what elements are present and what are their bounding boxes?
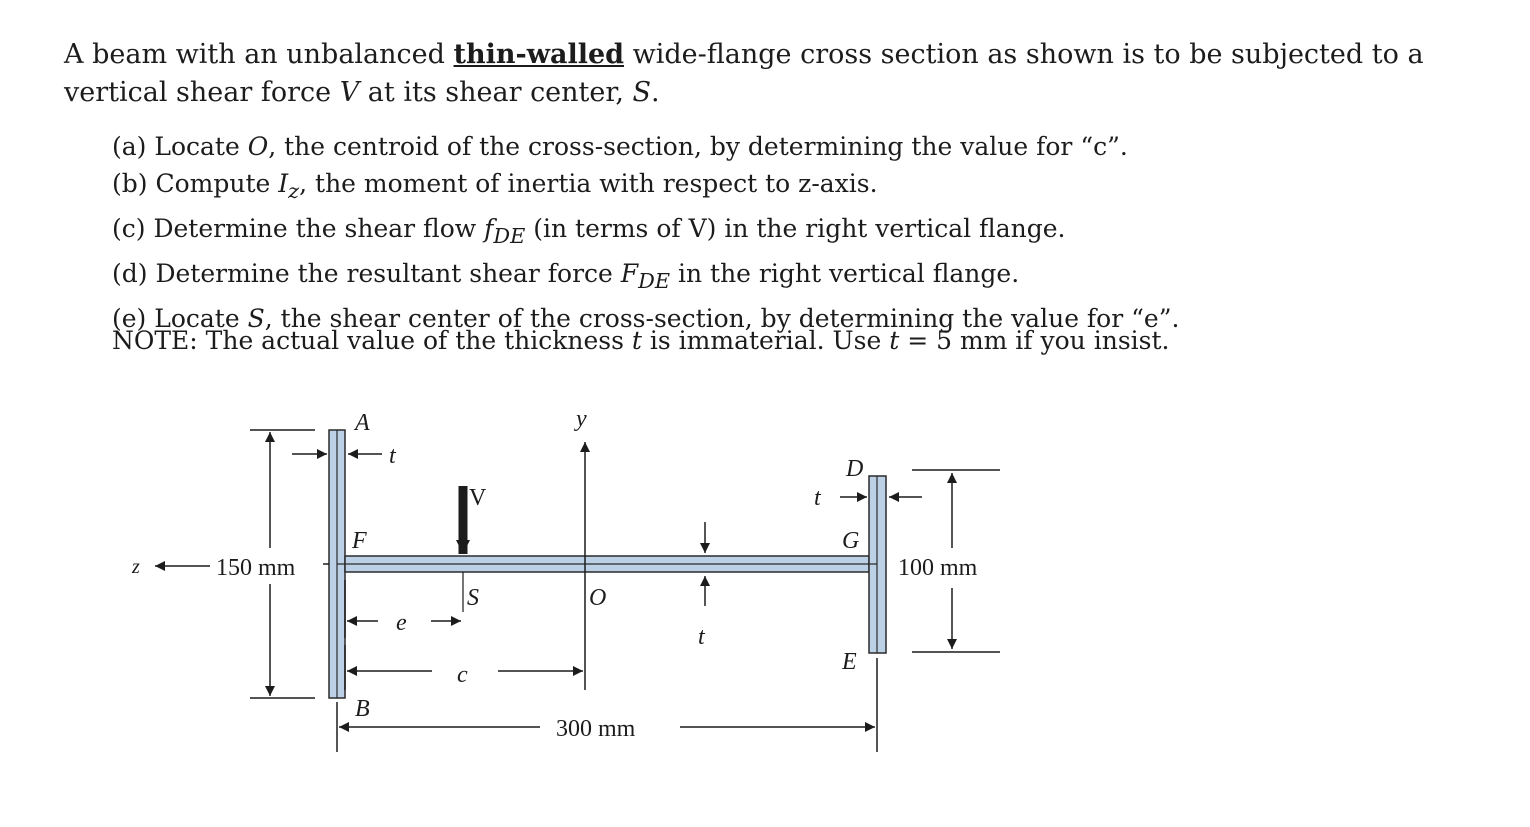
label-F: F (352, 528, 367, 554)
label-S: S (467, 585, 479, 611)
question-d-subscript: DE (638, 269, 671, 293)
question-a-text: , the centroid of the cross-section, by determining the value for “c”. (268, 132, 1128, 161)
question-b-prefix: (b) Compute (112, 169, 279, 198)
question-c-prefix: (c) Determine the shear flow (112, 214, 485, 243)
centerlines (337, 430, 877, 698)
note-middle: is immaterial. Use (641, 326, 890, 355)
note-prefix: NOTE: The actual value of the thickness (112, 326, 632, 355)
label-z: z (132, 556, 140, 578)
question-b-symbol: I (278, 169, 289, 198)
question-b-text: , the moment of inertia with respect to z-axis. (299, 169, 878, 198)
intro-text-1: A beam with an unbalanced (64, 39, 454, 70)
label-e: e (396, 610, 407, 636)
question-b (112, 165, 1179, 210)
label-t-web: t (698, 624, 705, 650)
note-suffix: = 5 mm if you insist. (899, 326, 1170, 355)
intro-text-2: wide-flange cross section as shown is to be subjected to a vertical shear force (64, 39, 1424, 108)
label-c: c (457, 662, 468, 688)
label-G: G (842, 528, 860, 554)
label-width: 300 mm (556, 716, 636, 742)
thickness-arrows (292, 454, 922, 606)
note-thickness-symbol-2: t (889, 326, 900, 355)
label-y: y (576, 406, 587, 432)
question-a-symbol: O (247, 132, 269, 161)
label-B: B (355, 696, 370, 722)
label-t-left: t (389, 443, 396, 469)
intro-text-end: . (651, 77, 660, 108)
question-e-symbol: S (247, 304, 265, 333)
label-right-height: 100 mm (898, 555, 978, 581)
cross-section-figure (0, 390, 1100, 770)
question-d-text: in the right vertical flange. (670, 259, 1020, 288)
question-d-symbol: F (620, 259, 639, 288)
question-list (112, 128, 1179, 337)
label-t-right: t (814, 485, 821, 511)
label-O: O (589, 585, 607, 611)
problem-statement (64, 36, 1484, 112)
note-thickness-symbol: t (631, 326, 642, 355)
intro-text-3: at its shear center, (359, 77, 633, 108)
question-e-text: , the shear center of the cross-section, by determining the value for “e”. (264, 304, 1180, 333)
question-c-symbol: f (484, 214, 494, 243)
question-b-subscript: z (288, 179, 300, 203)
shear-center-symbol: S (632, 77, 651, 108)
label-left-height: 150 mm (216, 555, 296, 581)
question-c-text: (in terms of V) in the right vertical flange. (525, 214, 1066, 243)
question-d-prefix: (d) Determine the resultant shear force (112, 259, 621, 288)
question-c (112, 210, 1179, 255)
question-e-prefix: (e) Locate (112, 304, 248, 333)
question-d (112, 255, 1179, 300)
shear-force-symbol: V (339, 77, 360, 108)
thin-walled-emphasis: thin-walled (453, 39, 625, 70)
label-D: D (846, 456, 864, 482)
label-V: V (469, 485, 487, 511)
label-A: A (355, 410, 370, 436)
label-E: E (842, 649, 857, 675)
note (112, 326, 1169, 355)
question-a (112, 128, 1179, 165)
question-a-prefix: (a) Locate (112, 132, 248, 161)
question-c-subscript: DE (493, 224, 526, 248)
